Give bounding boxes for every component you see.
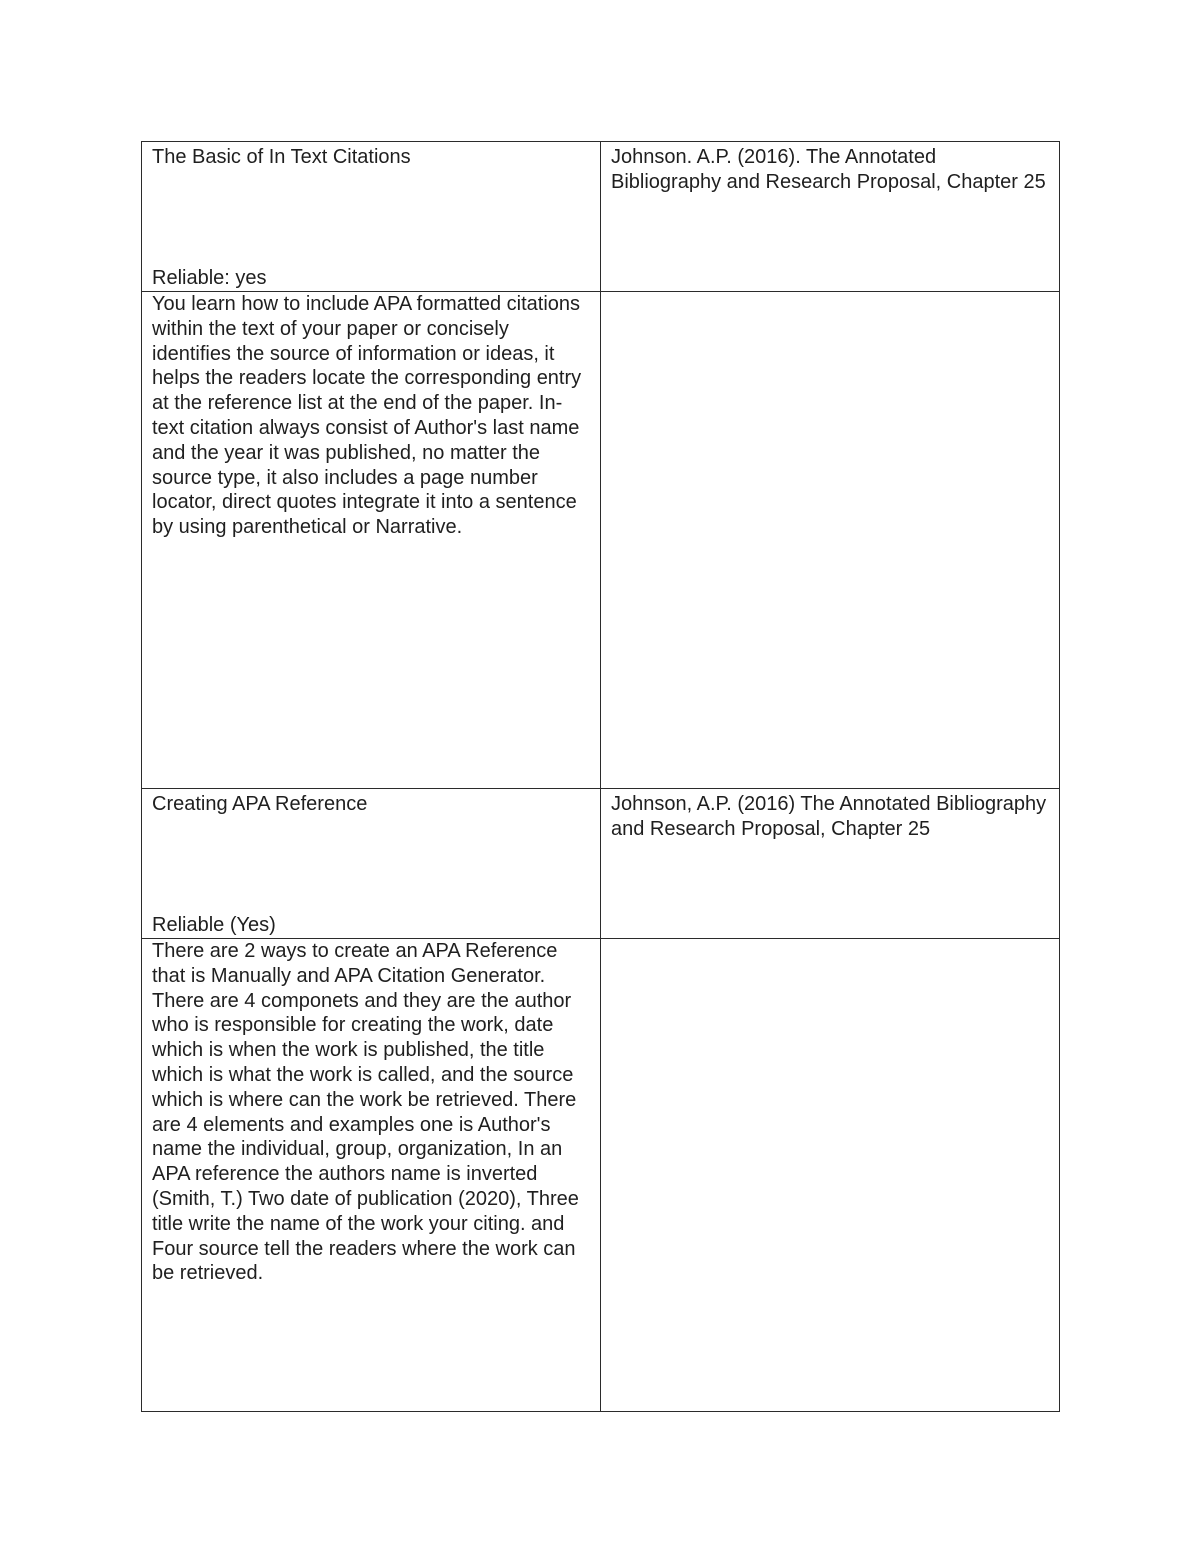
entry-header-cell: [142, 789, 601, 939]
entry-summary: There are 2 ways to create an APA Reference that is Manually and APA Citation Generator. There are 4 componets and they are the author who is responsible for creating the work, date which is when the work is published, the title which is what the work is called, and the source which is where can the work be retrieved. There are 4 elements and examples one is Author's name the individual, group, organization, In an APA reference the authors name is inverted (Smith, T.) Two date of publication (2020), Three title write the name of the work your citing. and Four source tell the readers where the work can be retrieved.: [152, 940, 579, 1285]
entry-reliability: Reliable (Yes): [152, 914, 276, 937]
entry-summary-cell: [142, 939, 601, 1412]
entry-citation-cell: [601, 789, 1060, 939]
entry-summary-cell: [142, 292, 601, 789]
table-row: [142, 939, 1060, 1412]
entry-summary: You learn how to include APA formatted citations within the text of your paper or concisely identifies the source of information or ideas, it helps the readers locate the corresponding entry at the reference list at the end of the paper. In-text citation always consist of Author's last name and the year it was published, no matter the source type, it also includes a page number locator, direct quotes integrate it into a sentence by using parenthetical or Narrative.: [152, 293, 582, 539]
entry-reliability: Reliable: yes: [152, 267, 267, 290]
entry-topic: The Basic of In Text Citations: [152, 146, 411, 168]
entry-header-cell: [142, 142, 601, 292]
table-row: [142, 142, 1060, 292]
table-row: [142, 292, 1060, 789]
entry-citation-cell: [601, 142, 1060, 292]
entry-citation: Johnson. A.P. (2016). The Annotated Bibliography and Research Proposal, Chapter 25: [611, 146, 1046, 193]
table-row: [142, 789, 1060, 939]
entry-topic: Creating APA Reference: [152, 793, 368, 815]
empty-cell: [601, 939, 1060, 1412]
empty-cell: [601, 292, 1060, 789]
entry-citation: Johnson, A.P. (2016) The Annotated Bibliography and Research Proposal, Chapter 25: [611, 793, 1047, 840]
annotated-bibliography-table: [141, 141, 1060, 1412]
